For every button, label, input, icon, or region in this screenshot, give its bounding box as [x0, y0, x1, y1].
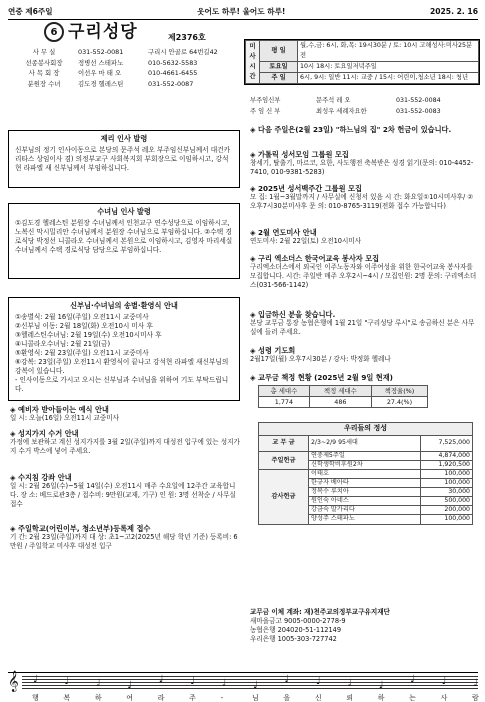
mass-side-label: 미사시간 [246, 41, 260, 84]
mass-schedule: 미사시간 평 일 월,수,금: 6시, 화,목: 19시30분 / 토: 10시 고해성사:미사25분전 토요일 10시 18시: 토요일저녁주일 주 일 6시, 9시: 일반 11시: 교중 / 15시: 어린이,청소년 18시: 청년 [244, 39, 480, 85]
notice-second-collection: ◈ 다음 주일은(2월 23일) "하느님의 집" 2차 헌금이 있습니다. [250, 125, 452, 134]
lyric-syllable: 행 [32, 694, 39, 702]
account-info: 교무금 이체 계좌: 재)천주교의정부교구유지재단 새마을금고 9005-0000-2778-9 농협은행 204020-51-112149 우리은행 1005-303-727742 [250, 608, 390, 643]
lyric-syllable: 하 [94, 694, 102, 702]
music-note-icon: ♩ [253, 680, 258, 691]
music-note-icon: ♩ [95, 678, 101, 689]
pledge-stats-table: 총 세대수 책정 세대수 책정율(%) 1,774 486 27.4(%) [258, 385, 428, 408]
music-note-icon: ♩ [315, 676, 321, 687]
notice-sunday-school: ◈ 주일학교(어린이부, 청소년부)등록제 접수 기 간: 2월 23일(주일)까지 대 상: 초1~고2(2025년 해당 학년 기준) 등록비: 6만원 / 주일학교 미사후 대성전 입구 [10, 524, 238, 551]
info-row: 선종봉사회장 정병선 스테파노 010-5632-5583 [25, 58, 198, 67]
sister-appointment-box: 수녀님 인사 발령 ①김도경 헬레스틴 분원장 수녀님께서 인천교구 연수성당으로 이임하시고, 노복신 막시밀리안 수녀님께서 분원장 수녀님으로 부임하십니다. ②수택 경로식당 박정선 니콜라오 수녀님께서 본원으로 이임하시고, 김영자 마리세실 수녀님께서 수택 경로식당 담당으로 부임하십니다. [8, 203, 240, 279]
notice-palm-branches: ◈ 성지가지 수거 안내 가정에 보관하고 계신 성지가지를 3월 2일(주일)까지 대성전 입구에 있는 성지가지 수거 박스에 넣어 주세요. [10, 429, 240, 456]
music-note-icon: ♩ [473, 678, 478, 689]
notice-acupuncture: ◈ 수지침 강좌 안내 일 시: 2월 26일(수)~5월 14일(수) 오전11시 매주 수요일에 12주간 교육합니다. 장 소: 베드로관3층 / 접수비: 9만원(교재, 기구) 인 원: 3명 선착순 / 사무실 접수 [10, 473, 236, 508]
slogan: 웃어도 하루! 울어도 하루! [197, 6, 286, 16]
music-note-icon: ♩ [347, 678, 352, 689]
issue-date: 2025. 2. 16 [429, 6, 478, 16]
lyric-syllable: - [220, 694, 224, 702]
lyric-syllable: 사 [440, 694, 448, 702]
parish-name: 구리성당 [68, 22, 138, 42]
issue-number: 제2376호 [168, 33, 206, 42]
info-row: 사 목 회 장 이선우 마 태 오 010-4661-6455 [28, 69, 198, 77]
lyric-syllable: 님 [252, 694, 259, 702]
music-note-icon: ♩ [190, 676, 195, 687]
treble-clef-icon: 𝄞 [8, 671, 19, 692]
music-note-icon: ♩ [221, 678, 227, 689]
notice-bible-group: ◈ 가톨릭 성서모임 그룹원 모집 창세기, 탈출기, 마르코, 요한, 사도행전 축복받은 성경 읽기(문의: 010-4452-7410, 010-9381-5283) [250, 150, 474, 177]
info-row: 분원장 수녀 김도경 헬레스틴 031-552-0087 [27, 79, 194, 88]
info-row: 사 무 실 031-552-0081 구리시 안골로 64번길42 [32, 48, 218, 56]
priest-appointment-box: 제리 인사 발령 신부님의 정기 인사이동으로 본당의 문주석 레오 부주임신부님께서 대건카리타스 상임이사 겸) 의정부교구 사회복지회 부회장으로 이임하시고, 강석현 라파엘 새 신부님께서 부임하십니다. [8, 130, 240, 188]
notice-depositor: ◈ 입금하신 분을 찾습니다. 본당 교무금 통장 농협은행에 1월 21일 "구리성당 루시"로 송금하신 분은 사무실에 들러 주세요. [250, 310, 475, 337]
music-note-icon: ♩ [127, 680, 132, 691]
music-note-icon: ♩ [158, 674, 164, 685]
clergy-info: 부주임신부 문주석 레 오 031-552-0084 주 임 신 부 최성우 세례자요한 031-552-0083 [250, 97, 441, 115]
notice-catechumen: ◈ 예비자 받아들이는 예식 안내 일 시: 오늘(16일) 오전11시 교중미사 [10, 405, 119, 423]
lyric-syllable: 신 [314, 694, 322, 702]
notice-bible-100-weeks: ◈ 2025년 성서백주간 그룹원 모집 모 집: 1월~3월말까지 / 사무실에 신청서 있음 시 간: 화요일①10시미사후/ ②오후7시30분미사후 문 의: 010-8765-3119(전화 접수 가능합니다) [250, 184, 474, 211]
music-note-icon: ♩ [284, 674, 290, 685]
lyric-syllable: 라 [157, 694, 165, 702]
notice-memorial-mass: ◈ 2월 연도미사 안내 연도미사: 2월 22일(토) 오전10시미사 [250, 228, 362, 246]
music-note-icon: ♩ [378, 680, 384, 691]
week-title: 연중 제6주일 [8, 6, 53, 16]
music-note-icon: ♩ [410, 674, 415, 685]
lyric-syllable: 람 [472, 694, 479, 702]
lyric-syllable: 주 [189, 694, 196, 702]
lyric-syllable: 하 [377, 694, 385, 702]
music-note-icon: ♩ [33, 674, 38, 685]
church-info [10, 48, 250, 90]
header-bar [8, 4, 478, 20]
music-note-icon: ♩ [64, 676, 70, 687]
notice-pledge-status: ◈ 교무금 책정 현황 (2025년 2월 9일 현재) [250, 373, 393, 382]
lyric-syllable: 여 [126, 694, 134, 702]
notice-exodus-volunteers: ◈ 구리 엑소더스 한국어교육 봉사자 모집 구리엑소더스에서 외국인 이주노동자와 이주여성을 위한 한국어교육 봉사자를 모집합니다. 시간: 주일반 매주 오후2시~4시 / 모집인원: 2명 문의: 구리엑소더스(031-566-1142) [250, 254, 477, 289]
song-staff [8, 672, 478, 700]
parish-logo-icon: 6 [44, 22, 64, 42]
lyric-syllable: 복 [63, 694, 71, 702]
offering-table: 우리들의 정성 교 무 금 2/3~2/9 95세대 7,525,000 주일헌금 연중제5주일 4,874,000 신학생학비후원2차 1,920,500 감사헌금 이태호 100,000 한규자 베아타 100,000 정복수 루치아 30,000 원인숙 아네스 500,000 강금숙 말가리다 200,000 양성주 스테파노 100,000 [258, 422, 473, 525]
notice-prayer-meeting: ◈ 성령 기도회 2월17일(월) 오후7시30분 / 강사: 박정화 헬레나 [250, 346, 391, 364]
lyric-syllable: 뢰 [346, 694, 354, 702]
lyric-syllable: 는 [409, 694, 416, 702]
music-note-icon: ♩ [441, 676, 447, 687]
farewell-welcome-box: 신부님·수녀님의 송별·환영식 안내 ①송별식: 2월 16일(주일) 오전11시 교중미사 ②신부님 이동: 2월 18일(화) 오전10시 미사 후 ③헬레스틴수녀님: 2월 19일(수) 오전10시미사 후 ④니콜라오수녀님: 2월 21일(금) ⑤환영식: 2월 23일(주일) 오전11시 교중미사 ⑥강복: 23일(주일) 오전11시 환영식이 끝나고 강석현 라파엘 새신부님의 강복이 있습니다. - 인사이동으로 가시고 오시는 신부님과 수녀님을 위하여 기도 부탁드립니다. [8, 297, 240, 401]
lyric-syllable: 을 [283, 694, 291, 702]
